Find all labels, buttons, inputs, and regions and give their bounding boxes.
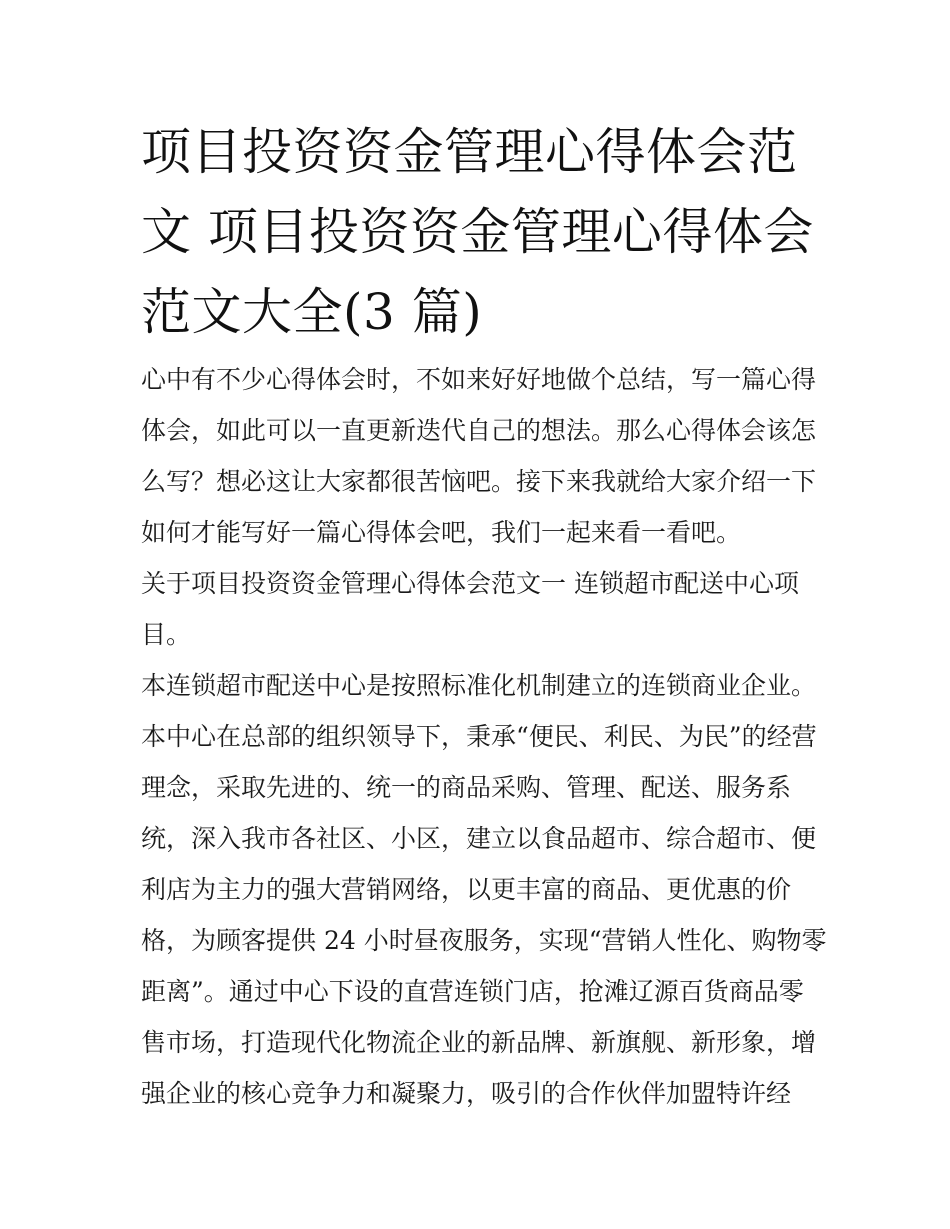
body-line: 关于项目投资资金管理心得体会范文一 连锁超市配送中心项 <box>141 569 799 598</box>
body-line: 体会，如此可以一直更新迭代自己的想法。那么心得体会该怎 <box>141 416 817 445</box>
body-line: 理念，采取先进的、统一的商品采购、管理、配送、服务系 <box>141 773 792 802</box>
body-line: 如何才能写好一篇心得体会吧，我们一起来看一看吧。 <box>141 518 742 547</box>
body-line: 目。 <box>141 620 192 649</box>
title-line: 文 项目投资资金管理心得体会 <box>141 203 814 261</box>
body-line: 心中有不少心得体会时，不如来好好地做个总结，写一篇心得 <box>141 365 817 394</box>
body-line: 本中心在总部的组织领导下，秉承“便民、利民、为民”的经营 <box>141 722 817 751</box>
body-line: 强企业的核心竞争力和凝聚力，吸引的合作伙伴加盟特许经 <box>141 1079 792 1108</box>
body-line: 格，为顾客提供 24 小时昼夜服务，实现“营销人性化、购物零 <box>141 926 827 955</box>
body-line: 本连锁超市配送中心是按照标准化机制建立的连锁商业企业。 <box>141 671 817 700</box>
body-line: 么写？想必这让大家都很苦恼吧。接下来我就给大家介绍一下 <box>141 467 817 496</box>
body-line: 售市场，打造现代化物流企业的新品牌、新旗舰、新形象，增 <box>141 1028 817 1057</box>
document-body <box>141 354 827 1119</box>
body-line: 统，深入我市各社区、小区，建立以食品超市、综合超市、便 <box>141 824 817 853</box>
body-line: 距离”。通过中心下设的直营连锁门店，抢滩辽源百货商品零 <box>141 977 804 1006</box>
title-line: 范文大全(3 篇) <box>141 283 483 341</box>
body-line: 利店为主力的强大营销网络，以更丰富的商品、更优惠的价 <box>141 875 792 904</box>
title-line: 项目投资资金管理心得体会范 <box>141 123 798 181</box>
document-title <box>141 112 821 352</box>
